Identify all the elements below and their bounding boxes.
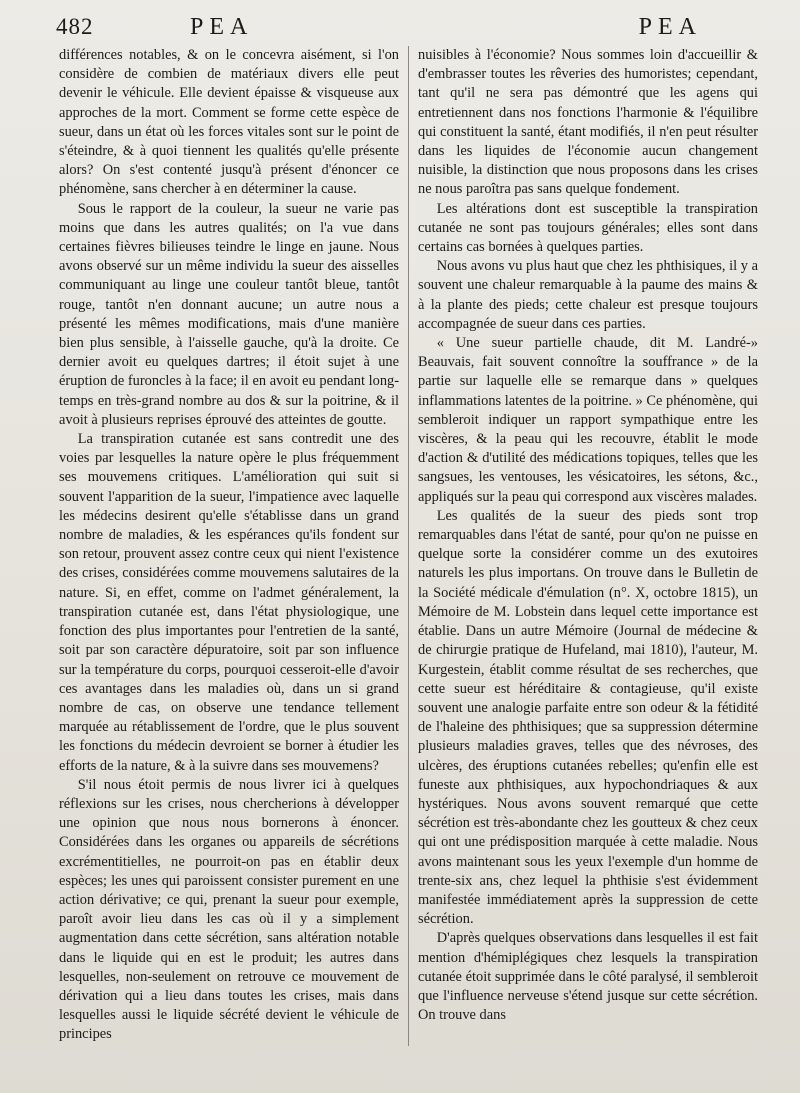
page-header <box>38 14 762 42</box>
paragraph: Les qualités de la sueur des pieds sont trop remarquables dans l'état de santé, pour qu'on ne puisse en quelque sorte la considérer comme un des exutoires naturels les plus importans. On trouve dans le Bulletin de la Société médicale d'émulation (n°. X, octobre 1815), un Mémoire de M. Lobstein dans lequel cette importance est établie. Dans un autre Mémoire (Journal de médecine & de chirurgie pratique de Hufeland, mai 1810), l'auteur, M. Kurgestein, établit comme résultat de ses recherches, que cette sueur est héréditaire & contagieuse, qu'il existe souvent une analogie parfaite entre son odeur & la fétidité de l'haleine des phthisiques; que sa suppression détermine plusieurs maladies graves, telles que des névroses, des ulcères, des éruptions cutanées rebelles; qu'enfin elle est funeste aux phthisiques, aux hypochondriaques & aux hystériques. Nous avons souvent remarqué que cette sécrétion est très-abondante chez les goutteux & chez ceux qui ont une prédisposition marquée à cette maladie. Nous avons maintenant sous les yeux l'exemple d'un homme de trente-six ans, chez lequel la phthisie s'est évidemment manifestée immédiatement après la suppression de cette sécrétion. <box>418 507 758 928</box>
page-number: 482 <box>56 14 94 39</box>
paragraph: Les altérations dont est susceptible la transpiration cutanée ne sont pas toujours générales; elles sont dans certains cas bornées à quelques parties. <box>418 200 758 256</box>
column-divider <box>408 46 409 1046</box>
paragraph: « Une sueur partielle chaude, dit M. Landré-» Beauvais, fait souvent connoître la souffrance » de la partie sur laquelle elle se remarque dans » quelques inflammations latentes de la poitrine. » Ce phénomène, qui sembleroit indiquer un rapport sympathique entre les viscères, & la peau qui les recouvre, établit le mode d'action & d'utilité des médications topiques, telles que les sangsues, les ventouses, les vésicatoires, les sétons, &c., appliqués sur la peau qui correspond aux viscères malades. <box>418 335 758 505</box>
right-column <box>418 46 758 1025</box>
paragraph: Nous avons vu plus haut que chez les phthisiques, il y a souvent une chaleur remarquable à la paume des mains & à la plante des pieds; cette chaleur est presque toujours accompagnée de sueur dans ces parties. <box>418 258 758 332</box>
paragraph: Sous le rapport de la couleur, la sueur ne varie pas moins que dans les autres qualités; on l'a vue dans certaines fièvres bilieuses teindre le linge en jaune. Nous avons observé sur un même individu la sueur des aisselles communiquant au linge une couleur tantôt bleue, tantôt rouge, tantôt n'en donnant aucune; un autre nous a présenté les mêmes modifications, mais d'une manière bien plus sensible, à l'aisselle gauche, qu'à la droite. Ce dernier avoit eu quelques dartres; il étoit sujet à une éruption de furoncles à la face; il en avoit eu pendant long-temps en très-grand nombre au dos & sur la poitrine, & il avoit à plusieurs reprises éprouvé des atteintes de goutte. <box>59 200 399 428</box>
running-head-right: PEA <box>638 14 702 40</box>
paragraph: différences notables, & on le concevra aisément, si l'on considère de combien de matériaux divers elle peut devenir le véhicule. Elle devient épaisse & visqueuse aux approches de la mort. Comment se forme cette espèce de sueur, dans un état où les forces vitales sont sur le point de s'éteindre, & à quoi tiennent les qualités qu'elle présente alors? On s'est contenté jusqu'à présent d'énoncer ce phénomène, sans chercher à en déterminer la cause. <box>59 47 399 198</box>
paragraph: S'il nous étoit permis de nous livrer ici à quelques réflexions sur les crises, nous chercherions à développer une opinion que nous nous bornerons à énoncer. Considérées dans les organes ou appareils de sécrétions excrémentitielles, ne pourroit-on pas en établir deux espèces; les unes qui paroissent consister purement en une action dérivative; ce qui, prenant la sueur pour exemple, paroît avoir lieu dans les cas où il y a simplement augmentation dans cette sécrétion, sans altération notable dans le liquide qui en est le produit; les autres dans lesquelles, non-seulement on retrouve ce mouvement de dérivation qui a lieu dans toutes les crises, mais dans lesquelles aussi le liquide sécrété devient le véhicule de principes <box>59 776 399 1043</box>
paragraph: La transpiration cutanée est sans contredit une des voies par lesquelles la nature opère le plus fréquemment ses mouvemens critiques. L'amélioration qui suit si souvent l'apparition de la sueur, l'impatience avec laquelle les médecins desirent qu'elle s'établisse dans un grand nombre de maladies, & les espérances qu'ils fondent sur son retour, prouvent assez contre ceux qui nient l'existence des crises, considérées comme mouvemens salutaires de la nature. Si, en effet, comme on l'admet généralement, la transpiration cutanée est, dans l'état physiologique, une fonction des plus importantes pour l'entretien de la santé, soit par son caractère dépuratoire, soit par son influence sur la température du corps, pourquoi cesseroit-elle d'avoir ces avantages dans les maladies où, dans un si grand nombre de cas, on observe une tendance tellement marquée au rétablissement de l'ordre, que le plus souvent les fonctions du médecin devroient se borner à étudier les efforts de la nature, & à la suivre dans ses mouvemens? <box>59 431 399 774</box>
left-column <box>59 46 399 1045</box>
paragraph: D'après quelques observations dans lesquelles il est fait mention d'hémiplégiques chez lesquels la transpiration cutanée étoit supprimée dans le côté paralysé, il sembleroit que l'influence nerveuse s'étend jusque sur cette sécrétion. On trouve dans <box>418 930 758 1024</box>
running-head-left: PEA <box>190 14 254 40</box>
paragraph: nuisibles à l'économie? Nous sommes loin d'accueillir & d'embrasser toutes les rêveries des humoristes; cependant, tant qu'il ne sera pas démontré que les agens qui entretiennent dans nos fonctions l'harmonie & l'équilibre qui constituent la santé, étant modifiés, il n'en peut résulter dans les liquides de l'économie aucun changement nuisible, la distinction que nous proposons dans les crises ne nous paroîtra pas sans quelque fondement. <box>418 47 758 198</box>
